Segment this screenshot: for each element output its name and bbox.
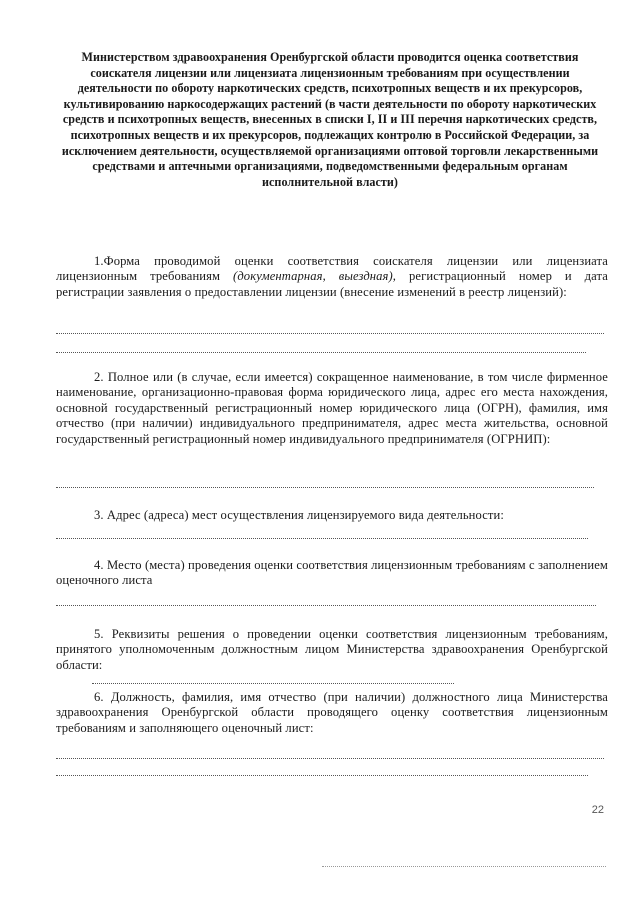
section-5-fill-line — [92, 683, 454, 684]
section-3: 3. Адрес (адреса) мест осуществления лицензируемого вида деятельности: — [94, 508, 504, 522]
section-6-fill-line-1 — [56, 758, 604, 759]
footer-rule — [322, 866, 606, 867]
section-4: 4. Место (места) проведения оценки соответствия лицензионным требованиям с заполнением оценочного листа — [56, 558, 608, 588]
section-2-fill-line — [56, 487, 594, 488]
section-1-text-end: регистрационный номер и дата регистрации заявления о предоставлении лицензии (внесение изменений в реестр лицензий): — [56, 269, 608, 299]
section-1-text-start: 1.Форма проводимой оценки соответствия соискателя лицензии или лицензиата лицензионным требованиям — [56, 254, 608, 284]
section-1 — [56, 254, 608, 300]
section-1-fill-line-2 — [56, 352, 586, 353]
page-number: 22 — [591, 804, 604, 816]
section-1-fill-line-1 — [56, 333, 604, 334]
section-6: 6. Должность, фамилия, имя отчество (при наличии) должностного лица Министерства здравоохранения Оренбургской области проводящего оценку соответствия лицензионным требованиям и заполняющего оценочный лист: — [56, 690, 608, 735]
section-5: 5. Реквизиты решения о проведении оценки соответствия лицензионным требованиям, принятого уполномоченным должностным лицом Министерства здравоохранения Оренбургской области: — [56, 627, 608, 672]
section-4-fill-line — [56, 605, 596, 606]
section-3-fill-line — [56, 538, 588, 539]
section-1-italic-note: (документарная, выездная), — [233, 269, 397, 284]
section-6-fill-line-2 — [56, 775, 588, 776]
document-heading: Министерством здравоохранения Оренбургской области проводится оценка соответствия соискателя лицензии или лицензиата лицензионным требованиям при осуществлении деятельности по обороту наркотических средств, психотропных веществ и их прекурсоров, культивированию наркосодержащих растений (в части деятельности по обороту наркотических средств и психотропных веществ, внесенных в списки I, II и III перечня наркотических средств, психотропных веществ и их прекурсоров, подлежащих контролю в Российской Федерации, за исключением деятельности, осуществляемой организациями оптовой торговли лекарственными средствами и аптечными организациями, подведомственными федеральным органам исполнительной власти) — [61, 50, 599, 189]
section-2: 2. Полное или (в случае, если имеется) сокращенное наименование, в том числе фирменное наименование, организационно-правовая форма юридического лица, адрес его места нахождения, основной государственный регистрационный номер юридического лица (ОГРН), фамилия, имя отчество (при наличии) индивидуального предпринимателя, адрес места жительства, основной государственный регистрационный номер индивидуального предпринимателя (ОГРНИП): — [56, 370, 608, 446]
